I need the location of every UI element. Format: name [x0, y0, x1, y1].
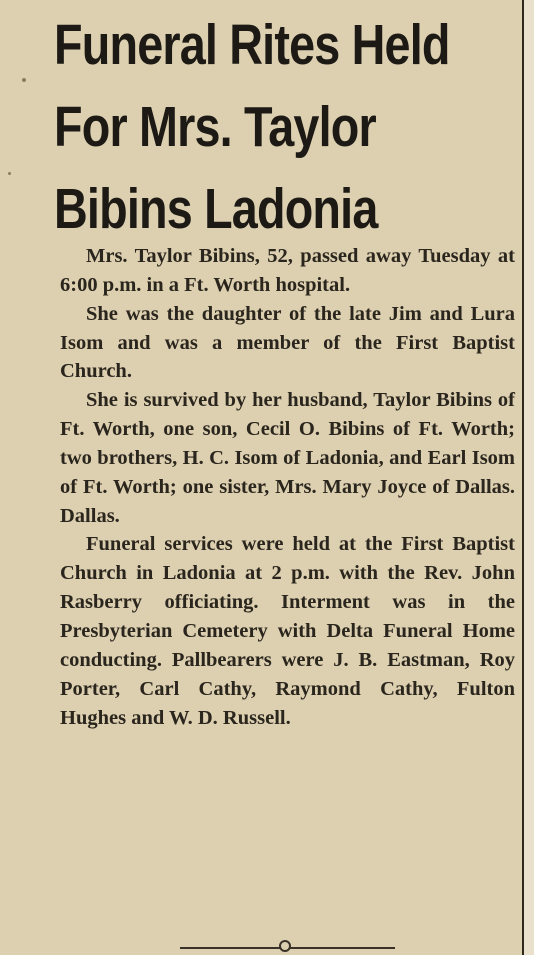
- article-paragraph: Funeral services were held at the First Baptist Church in Ladonia at 2 p.m. with the Rev. John Rasberry officiating. Interment was in the Presbyterian Cemetery with Delta Funeral Home conducting. Pallbearers were J. B. Eastman, Roy Porter, Carl Cathy, Raymond Cathy, Fulton Hughes and W. D. Russell.: [60, 533, 515, 729]
- article-paragraph: Mrs. Taylor Bibins, 52, passed away Tuesday at 6:00 p.m. in a Ft. Worth hospital.: [60, 245, 515, 296]
- column-rule: [522, 0, 524, 955]
- headline-line-2: For Mrs. Taylor: [54, 95, 376, 159]
- headline: [54, 4, 450, 250]
- page-margin: [524, 0, 534, 955]
- headline-line-3: Bibins Ladonia: [54, 177, 378, 241]
- ink-speck: [8, 172, 11, 175]
- article-paragraph: She is survived by her husband, Taylor Bibins of Ft. Worth, one son, Cecil O. Bibins of Ft. Worth; two brothers, H. C. Isom of Ladonia, and Earl Isom of Ft. Worth; one sister, Mrs. Mary Joyce of Dallas. Dallas.: [60, 389, 515, 527]
- headline-line-1: Funeral Rites Held: [54, 13, 450, 77]
- end-ornament-icon: [279, 940, 291, 952]
- ink-speck: [22, 78, 26, 82]
- article-paragraph: She was the daughter of the late Jim and Lura Isom and was a member of the First Baptist Church.: [60, 302, 515, 383]
- article-body: [60, 242, 515, 732]
